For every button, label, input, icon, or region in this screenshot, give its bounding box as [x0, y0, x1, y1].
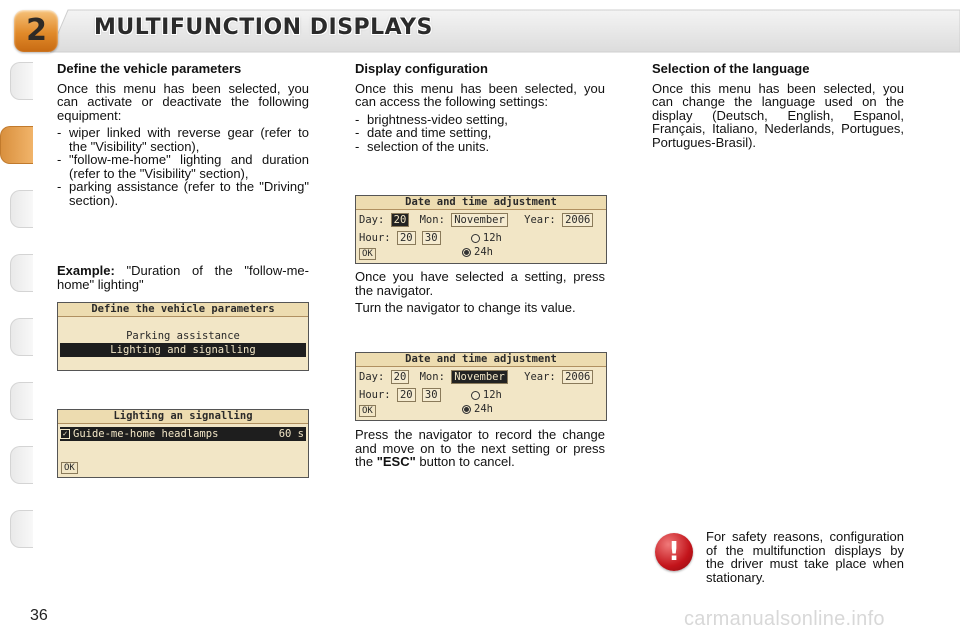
- column-vehicle-parameters: [57, 62, 309, 207]
- month-value-selected: November: [451, 370, 508, 384]
- chapter-tab[interactable]: [10, 382, 33, 420]
- chapter-tab[interactable]: [10, 318, 33, 356]
- lcd-screen-date-time-month: [355, 352, 607, 421]
- year-label: Year:: [524, 371, 556, 383]
- lcd-ok-button: OK: [359, 405, 376, 417]
- watermark: carmanualsonline.info: [684, 608, 885, 630]
- chapter-tab[interactable]: [10, 190, 33, 228]
- hour-label: Hour:: [359, 232, 391, 244]
- section-heading: Display configuration: [355, 61, 488, 76]
- lcd-ok-button: OK: [61, 462, 78, 474]
- chapter-number-badge: 2: [14, 10, 58, 52]
- lcd-ok-button: OK: [359, 248, 376, 260]
- year-label: Year:: [524, 214, 556, 226]
- list-item: - date and time setting,: [355, 126, 605, 140]
- day-label: Day:: [359, 371, 385, 383]
- exclamation-icon: !: [655, 533, 693, 571]
- list-item: - wiper linked with reverse gear (refer to the "Visibility" section),: [57, 126, 309, 153]
- radio-12h-icon: [471, 391, 480, 400]
- lcd-date-row: [359, 213, 603, 227]
- chapter-tab-active[interactable]: [0, 126, 33, 164]
- radio-24h-icon: [462, 405, 471, 414]
- list-item: - parking assistance (refer to the "Driving" section).: [57, 180, 309, 207]
- page-number: 36: [30, 607, 48, 624]
- settings-list: [355, 113, 605, 154]
- month-value: November: [451, 213, 508, 227]
- intro-text: Once this menu has been selected, you can access the following settings:: [355, 80, 605, 109]
- mode-24h: 24h: [474, 246, 493, 258]
- lcd-option-parking: Parking assistance: [126, 330, 240, 342]
- lcd-screen-vehicle-parameters: [57, 302, 309, 371]
- lcd-screen-lighting: [57, 409, 309, 478]
- month-label: Mon:: [419, 214, 445, 226]
- lcd-title: Lighting an signalling: [58, 410, 308, 424]
- day-value: 20: [391, 370, 410, 384]
- lcd-hour-row: [359, 388, 603, 402]
- safety-warning-text: For safety reasons, configuration of the multifunction displays by the driver must take place when stationary.: [706, 529, 904, 585]
- esc-label: "ESC": [376, 454, 416, 469]
- mode-12h: 12h: [482, 232, 502, 244]
- year-value: 2006: [562, 370, 593, 384]
- list-item: - "follow-me-home" lighting and duration (refer to the "Visibility" section),: [57, 153, 309, 180]
- hour-value: 20: [397, 388, 416, 402]
- lcd-option-lighting-selected: Lighting and signalling: [60, 343, 306, 357]
- lcd-row-value: 60 s: [278, 428, 304, 440]
- list-item: - selection of the units.: [355, 140, 605, 154]
- record-instructions: [355, 428, 605, 473]
- page-header: [0, 0, 960, 58]
- minute-value: 30: [422, 388, 441, 402]
- chapter-tabs: [0, 62, 34, 582]
- page-title: MULTIFUNCTION DISPLAYS: [94, 15, 433, 40]
- day-value-selected: 20: [391, 213, 410, 227]
- column-language: [652, 62, 904, 153]
- equipment-list: [57, 126, 309, 207]
- month-label: Mon:: [419, 371, 445, 383]
- radio-24h-icon: [462, 248, 471, 257]
- lcd-24h-row: [462, 402, 603, 416]
- mode-12h: 12h: [482, 389, 502, 401]
- section-heading: Define the vehicle parameters: [57, 61, 242, 76]
- paragraph: Once you have selected a setting, press the navigator.: [355, 269, 605, 298]
- lcd-row-guide-me-home: [60, 427, 306, 441]
- chapter-tab[interactable]: [10, 62, 33, 100]
- lcd-hour-row: [359, 231, 603, 245]
- mode-24h: 24h: [474, 403, 493, 415]
- checkbox-icon: ✓: [60, 429, 70, 439]
- intro-text: Once this menu has been selected, you can activate or deactivate the following equipment:: [57, 80, 309, 123]
- lcd-24h-row: [462, 245, 603, 259]
- minute-value: 30: [422, 231, 441, 245]
- lcd-screen-date-time-day: [355, 195, 607, 264]
- paragraph-text: button to cancel.: [415, 454, 515, 469]
- hour-value: 20: [397, 231, 416, 245]
- lcd-title: Date and time adjustment: [356, 196, 606, 210]
- lcd-title: Date and time adjustment: [356, 353, 606, 367]
- lcd-title: Define the vehicle parameters: [58, 303, 308, 317]
- lcd-date-row: [359, 370, 603, 384]
- example-text: "Duration of the "follow-me-home" lighting": [57, 263, 309, 292]
- paragraph: Once this menu has been selected, you can change the language used on the display (Deutsch, English, Espanol, Français, Italiano, Nederlands, Portugues, Portugues-Brasil).: [652, 80, 904, 150]
- lcd-row-label: Guide-me-home headlamps: [73, 428, 219, 440]
- paragraph-text: Press the navigator to record the change and move on to the next setting or press the: [355, 427, 605, 469]
- hour-label: Hour:: [359, 389, 391, 401]
- list-item: - brightness-video setting,: [355, 113, 605, 127]
- navigator-instructions: [355, 270, 605, 319]
- radio-12h-icon: [471, 234, 480, 243]
- column-display-configuration: [355, 62, 605, 153]
- paragraph: Turn the navigator to change its value.: [355, 300, 576, 315]
- chapter-tab[interactable]: [10, 446, 33, 484]
- chapter-tab[interactable]: [10, 254, 33, 292]
- year-value: 2006: [562, 213, 593, 227]
- paragraph: [355, 428, 605, 469]
- day-label: Day:: [359, 214, 385, 226]
- chapter-tab[interactable]: [10, 510, 33, 548]
- example-caption: [57, 264, 309, 295]
- example-label: Example:: [57, 263, 115, 278]
- section-heading: Selection of the language: [652, 61, 810, 76]
